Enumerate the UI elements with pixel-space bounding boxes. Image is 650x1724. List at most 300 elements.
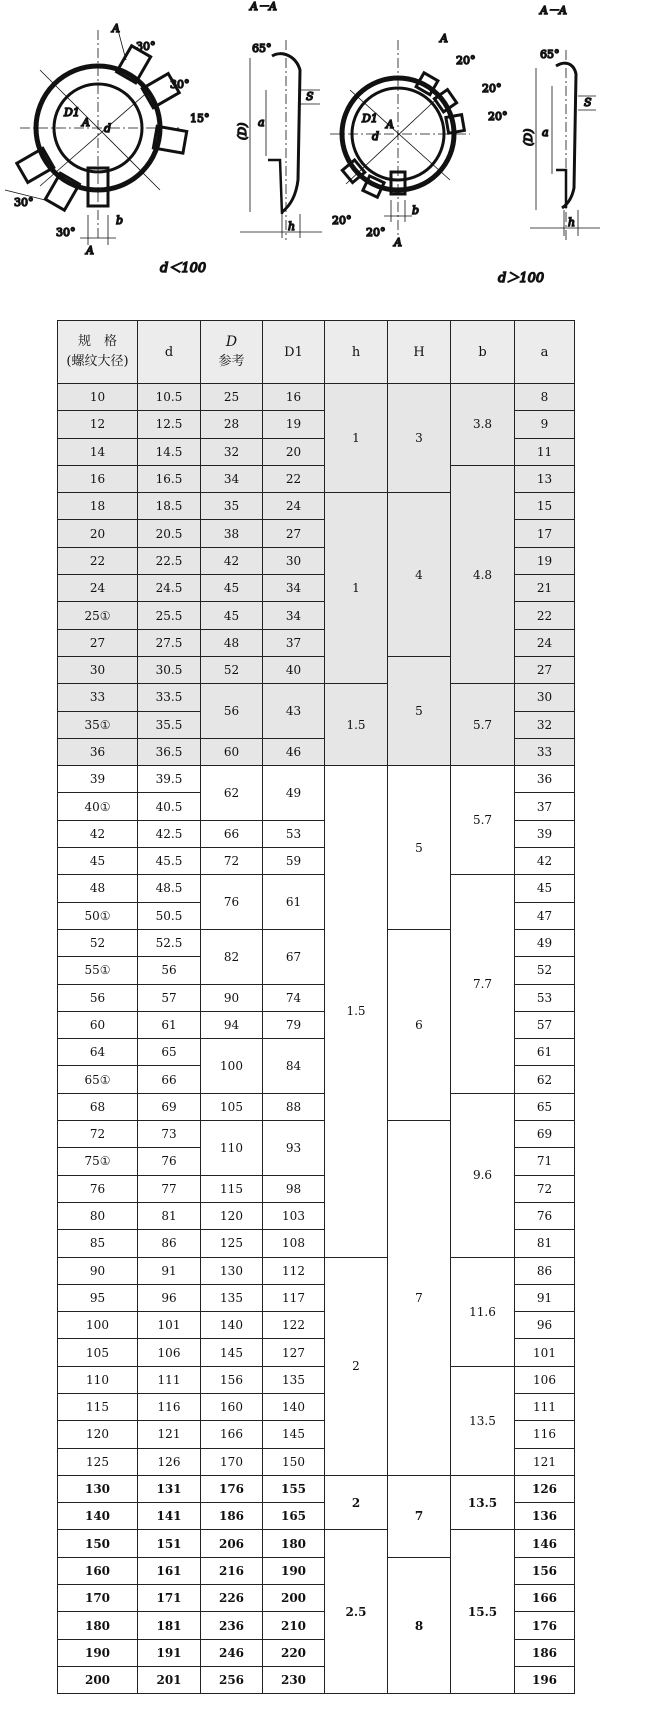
left-front-view xyxy=(5,30,187,245)
left-label-S: S xyxy=(306,90,314,103)
cell-d: 24.5 xyxy=(138,575,201,602)
cell-D: 170 xyxy=(201,1448,263,1475)
cell-spec: 27 xyxy=(58,629,138,656)
cell-H: 5 xyxy=(388,656,451,765)
cell-h: 1 xyxy=(325,493,388,684)
cell-a: 111 xyxy=(515,1393,575,1420)
right-angle-20b: 20° xyxy=(482,82,502,95)
cell-a: 121 xyxy=(515,1448,575,1475)
left-label-d: d xyxy=(104,122,112,135)
cell-d: 66 xyxy=(138,1066,201,1093)
cell-a: 45 xyxy=(515,875,575,902)
cell-D1: 230 xyxy=(263,1666,325,1693)
header-H: H xyxy=(388,321,451,384)
header-D1: D1 xyxy=(263,321,325,384)
table-row xyxy=(58,384,575,411)
right-caption: d＞100 xyxy=(498,271,545,286)
cell-D1: 34 xyxy=(263,602,325,629)
left-label-h: h xyxy=(288,220,296,233)
cell-spec: 18 xyxy=(58,493,138,520)
right-angle-20a: 20° xyxy=(456,54,476,67)
cell-d: 77 xyxy=(138,1175,201,1202)
cell-D1: 135 xyxy=(263,1366,325,1393)
cell-D1: 43 xyxy=(263,684,325,739)
cell-spec: 170 xyxy=(58,1585,138,1612)
cell-D1: 79 xyxy=(263,1011,325,1038)
cell-d: 101 xyxy=(138,1312,201,1339)
cell-d: 52.5 xyxy=(138,929,201,956)
cell-d: 45.5 xyxy=(138,848,201,875)
cell-D1: 220 xyxy=(263,1639,325,1666)
cell-a: 196 xyxy=(515,1666,575,1693)
cell-d: 33.5 xyxy=(138,684,201,711)
cell-D: 216 xyxy=(201,1557,263,1584)
cell-D1: 88 xyxy=(263,1093,325,1120)
cell-D: 226 xyxy=(201,1585,263,1612)
cell-a: 52 xyxy=(515,957,575,984)
cell-d: 65 xyxy=(138,1039,201,1066)
cell-a: 22 xyxy=(515,602,575,629)
cell-b: 4.8 xyxy=(451,465,515,683)
cell-a: 8 xyxy=(515,384,575,411)
table-row xyxy=(58,875,575,902)
cell-a: 32 xyxy=(515,711,575,738)
header-d: d xyxy=(138,321,201,384)
cell-b: 5.7 xyxy=(451,766,515,875)
cell-b: 9.6 xyxy=(451,1093,515,1257)
right-label-d: d xyxy=(372,130,380,143)
cell-D: 105 xyxy=(201,1093,263,1120)
cell-D: 156 xyxy=(201,1366,263,1393)
cell-H: 6 xyxy=(388,929,451,1120)
cell-D1: 59 xyxy=(263,848,325,875)
cell-H: 7 xyxy=(388,1475,451,1557)
cell-a: 126 xyxy=(515,1475,575,1502)
cell-D1: 165 xyxy=(263,1503,325,1530)
cell-a: 146 xyxy=(515,1530,575,1557)
cell-spec: 36 xyxy=(58,738,138,765)
table-body xyxy=(58,384,575,1694)
cell-spec: 39 xyxy=(58,766,138,793)
cell-d: 91 xyxy=(138,1257,201,1284)
cell-h: 2.5 xyxy=(325,1530,388,1694)
dimension-table xyxy=(57,320,575,1694)
cell-d: 27.5 xyxy=(138,629,201,656)
cell-D1: 19 xyxy=(263,411,325,438)
cell-D: 32 xyxy=(201,438,263,465)
table-row xyxy=(58,1366,575,1393)
cell-H: 5 xyxy=(388,766,451,930)
cell-D1: 37 xyxy=(263,629,325,656)
left-angle-30c: 30° xyxy=(14,196,34,209)
cell-a: 176 xyxy=(515,1612,575,1639)
header-spec-line1: 规 格 xyxy=(77,334,117,349)
cell-d: 57 xyxy=(138,984,201,1011)
cell-spec: 180 xyxy=(58,1612,138,1639)
cell-D: 48 xyxy=(201,629,263,656)
cell-spec: 100 xyxy=(58,1312,138,1339)
cell-D1: 40 xyxy=(263,656,325,683)
cell-h: 2 xyxy=(325,1475,388,1530)
cell-D: 38 xyxy=(201,520,263,547)
cell-d: 141 xyxy=(138,1503,201,1530)
cell-a: 166 xyxy=(515,1585,575,1612)
cell-D: 186 xyxy=(201,1503,263,1530)
cell-spec: 22 xyxy=(58,547,138,574)
cell-D: 236 xyxy=(201,1612,263,1639)
cell-d: 30.5 xyxy=(138,656,201,683)
cell-spec: 20 xyxy=(58,520,138,547)
left-label-a: a xyxy=(258,116,265,129)
cell-D1: 74 xyxy=(263,984,325,1011)
cell-D1: 46 xyxy=(263,738,325,765)
cell-D1: 210 xyxy=(263,1612,325,1639)
cell-d: 126 xyxy=(138,1448,201,1475)
cell-b: 5.7 xyxy=(451,684,515,766)
cell-spec: 48 xyxy=(58,875,138,902)
cell-H: 7 xyxy=(388,1121,451,1476)
cell-spec: 90 xyxy=(58,1257,138,1284)
cell-spec: 16 xyxy=(58,465,138,492)
table-row xyxy=(58,1257,575,1284)
cell-D1: 122 xyxy=(263,1312,325,1339)
cell-d: 18.5 xyxy=(138,493,201,520)
right-label-a: a xyxy=(542,126,549,139)
cell-D: 76 xyxy=(201,875,263,930)
cell-spec: 56 xyxy=(58,984,138,1011)
left-angle-30a: 30° xyxy=(136,40,156,53)
cell-D1: 49 xyxy=(263,766,325,821)
cell-D1: 112 xyxy=(263,1257,325,1284)
cell-spec: 130 xyxy=(58,1475,138,1502)
cell-D1: 127 xyxy=(263,1339,325,1366)
cell-spec: 30 xyxy=(58,656,138,683)
table-row xyxy=(58,1093,575,1120)
cell-b: 15.5 xyxy=(451,1530,515,1694)
right-section-label: A－A xyxy=(540,4,567,17)
cell-a: 106 xyxy=(515,1366,575,1393)
cell-spec: 14 xyxy=(58,438,138,465)
cell-d: 201 xyxy=(138,1666,201,1693)
cell-spec: 55① xyxy=(58,957,138,984)
cell-a: 65 xyxy=(515,1093,575,1120)
cell-a: 15 xyxy=(515,493,575,520)
table-row xyxy=(58,465,575,492)
cell-a: 81 xyxy=(515,1230,575,1257)
cell-D: 42 xyxy=(201,547,263,574)
cell-spec: 64 xyxy=(58,1039,138,1066)
cell-a: 17 xyxy=(515,520,575,547)
left-label-A-mid: A xyxy=(82,116,90,129)
cell-d: 61 xyxy=(138,1011,201,1038)
cell-a: 19 xyxy=(515,547,575,574)
cell-a: 11 xyxy=(515,438,575,465)
cell-D1: 22 xyxy=(263,465,325,492)
cell-D1: 145 xyxy=(263,1421,325,1448)
left-label-D: (D) xyxy=(236,122,249,140)
cell-a: 13 xyxy=(515,465,575,492)
cell-d: 96 xyxy=(138,1284,201,1311)
table-row xyxy=(58,766,575,793)
right-label-D1: D1 xyxy=(362,112,378,125)
cell-D: 28 xyxy=(201,411,263,438)
cell-d: 111 xyxy=(138,1366,201,1393)
cell-a: 27 xyxy=(515,656,575,683)
cell-a: 24 xyxy=(515,629,575,656)
cell-b: 3.8 xyxy=(451,384,515,466)
cell-h: 1.5 xyxy=(325,684,388,766)
header-D-line1: D xyxy=(225,334,238,350)
cell-a: 101 xyxy=(515,1339,575,1366)
cell-d: 76 xyxy=(138,1148,201,1175)
cell-D1: 103 xyxy=(263,1202,325,1229)
right-label-A-top: A xyxy=(440,32,448,45)
cell-spec: 24 xyxy=(58,575,138,602)
cell-spec: 190 xyxy=(58,1639,138,1666)
cell-spec: 50① xyxy=(58,902,138,929)
cell-a: 37 xyxy=(515,793,575,820)
right-label-A-bottom: A xyxy=(394,236,402,249)
left-label-D1: D1 xyxy=(64,106,80,119)
cell-D1: 53 xyxy=(263,820,325,847)
dimension-table-wrap xyxy=(57,320,575,1694)
cell-spec: 40① xyxy=(58,793,138,820)
cell-d: 171 xyxy=(138,1585,201,1612)
cell-D: 176 xyxy=(201,1475,263,1502)
cell-D: 100 xyxy=(201,1039,263,1094)
cell-spec: 110 xyxy=(58,1366,138,1393)
cell-D1: 98 xyxy=(263,1175,325,1202)
cell-d: 181 xyxy=(138,1612,201,1639)
cell-D1: 108 xyxy=(263,1230,325,1257)
cell-D: 246 xyxy=(201,1639,263,1666)
cell-h: 1.5 xyxy=(325,766,388,1257)
cell-D1: 155 xyxy=(263,1475,325,1502)
left-angle-65: 65° xyxy=(252,42,272,55)
cell-a: 186 xyxy=(515,1639,575,1666)
table-header-row xyxy=(58,321,575,384)
cell-spec: 160 xyxy=(58,1557,138,1584)
left-section-label: A－A xyxy=(250,0,277,13)
cell-D: 206 xyxy=(201,1530,263,1557)
cell-a: 91 xyxy=(515,1284,575,1311)
cell-a: 116 xyxy=(515,1421,575,1448)
right-label-b: b xyxy=(412,204,420,217)
cell-d: 36.5 xyxy=(138,738,201,765)
cell-d: 50.5 xyxy=(138,902,201,929)
cell-D: 52 xyxy=(201,656,263,683)
cell-H: 8 xyxy=(388,1557,451,1693)
cell-a: 9 xyxy=(515,411,575,438)
left-angle-30d: 30° xyxy=(56,226,76,239)
cell-a: 76 xyxy=(515,1202,575,1229)
cell-d: 39.5 xyxy=(138,766,201,793)
cell-d: 116 xyxy=(138,1393,201,1420)
cell-a: 86 xyxy=(515,1257,575,1284)
cell-H: 3 xyxy=(388,384,451,493)
cell-D: 120 xyxy=(201,1202,263,1229)
cell-a: 57 xyxy=(515,1011,575,1038)
cell-a: 42 xyxy=(515,848,575,875)
cell-d: 48.5 xyxy=(138,875,201,902)
left-angle-30b: 30° xyxy=(170,78,190,91)
table-row xyxy=(58,1475,575,1502)
cell-d: 151 xyxy=(138,1530,201,1557)
cell-D1: 16 xyxy=(263,384,325,411)
cell-D: 45 xyxy=(201,575,263,602)
cell-d: 35.5 xyxy=(138,711,201,738)
right-label-S: S xyxy=(584,96,592,109)
cell-D1: 27 xyxy=(263,520,325,547)
cell-a: 156 xyxy=(515,1557,575,1584)
cell-D: 60 xyxy=(201,738,263,765)
cell-spec: 95 xyxy=(58,1284,138,1311)
cell-a: 69 xyxy=(515,1121,575,1148)
cell-b: 13.5 xyxy=(451,1366,515,1475)
cell-D1: 84 xyxy=(263,1039,325,1094)
cell-spec: 45 xyxy=(58,848,138,875)
cell-a: 96 xyxy=(515,1312,575,1339)
cell-spec: 12 xyxy=(58,411,138,438)
cell-D: 145 xyxy=(201,1339,263,1366)
cell-d: 14.5 xyxy=(138,438,201,465)
cell-D: 125 xyxy=(201,1230,263,1257)
cell-d: 16.5 xyxy=(138,465,201,492)
right-angle-20c: 20° xyxy=(488,110,508,123)
table-row xyxy=(58,684,575,711)
cell-d: 73 xyxy=(138,1121,201,1148)
cell-D1: 61 xyxy=(263,875,325,930)
header-D xyxy=(201,321,263,384)
cell-a: 36 xyxy=(515,766,575,793)
cell-D: 25 xyxy=(201,384,263,411)
cell-d: 25.5 xyxy=(138,602,201,629)
cell-D: 140 xyxy=(201,1312,263,1339)
cell-spec: 68 xyxy=(58,1093,138,1120)
left-section-view xyxy=(240,40,322,240)
cell-spec: 42 xyxy=(58,820,138,847)
cell-D1: 24 xyxy=(263,493,325,520)
cell-d: 56 xyxy=(138,957,201,984)
cell-a: 61 xyxy=(515,1039,575,1066)
header-h: h xyxy=(325,321,388,384)
cell-spec: 105 xyxy=(58,1339,138,1366)
cell-h: 2 xyxy=(325,1257,388,1475)
right-angle-65: 65° xyxy=(540,48,560,61)
cell-D1: 67 xyxy=(263,929,325,984)
cell-a: 21 xyxy=(515,575,575,602)
left-angle-15: 15° xyxy=(190,112,210,125)
cell-spec: 140 xyxy=(58,1503,138,1530)
cell-D: 130 xyxy=(201,1257,263,1284)
cell-spec: 60 xyxy=(58,1011,138,1038)
cell-d: 12.5 xyxy=(138,411,201,438)
right-section-view xyxy=(530,50,600,240)
cell-d: 20.5 xyxy=(138,520,201,547)
cell-D1: 30 xyxy=(263,547,325,574)
cell-b: 11.6 xyxy=(451,1257,515,1366)
right-angle-20d: 20° xyxy=(332,214,352,227)
header-a: a xyxy=(515,321,575,384)
cell-a: 72 xyxy=(515,1175,575,1202)
cell-spec: 125 xyxy=(58,1448,138,1475)
cell-D1: 150 xyxy=(263,1448,325,1475)
cell-D: 160 xyxy=(201,1393,263,1420)
cell-D: 62 xyxy=(201,766,263,821)
cell-d: 69 xyxy=(138,1093,201,1120)
right-label-D: (D) xyxy=(522,128,535,146)
cell-spec: 115 xyxy=(58,1393,138,1420)
cell-D1: 180 xyxy=(263,1530,325,1557)
cell-D: 90 xyxy=(201,984,263,1011)
cell-D: 82 xyxy=(201,929,263,984)
cell-D: 56 xyxy=(201,684,263,739)
cell-D: 166 xyxy=(201,1421,263,1448)
cell-a: 33 xyxy=(515,738,575,765)
cell-a: 49 xyxy=(515,929,575,956)
cell-d: 121 xyxy=(138,1421,201,1448)
cell-D1: 140 xyxy=(263,1393,325,1420)
left-label-b: b xyxy=(116,214,124,227)
cell-spec: 65① xyxy=(58,1066,138,1093)
cell-d: 191 xyxy=(138,1639,201,1666)
cell-d: 10.5 xyxy=(138,384,201,411)
cell-D: 72 xyxy=(201,848,263,875)
cell-a: 62 xyxy=(515,1066,575,1093)
header-spec xyxy=(58,321,138,384)
cell-spec: 25① xyxy=(58,602,138,629)
cell-d: 40.5 xyxy=(138,793,201,820)
cell-D: 94 xyxy=(201,1011,263,1038)
cell-spec: 35① xyxy=(58,711,138,738)
right-angle-20e: 20° xyxy=(366,226,386,239)
header-spec-line2: (螺纹大径) xyxy=(66,354,129,369)
cell-a: 53 xyxy=(515,984,575,1011)
right-front-view xyxy=(330,40,470,240)
cell-D: 35 xyxy=(201,493,263,520)
cell-d: 86 xyxy=(138,1230,201,1257)
left-label-A-top: A xyxy=(112,22,120,35)
cell-D: 34 xyxy=(201,465,263,492)
cell-spec: 33 xyxy=(58,684,138,711)
right-label-h: h xyxy=(568,216,576,229)
cell-a: 136 xyxy=(515,1503,575,1530)
cell-a: 71 xyxy=(515,1148,575,1175)
cell-d: 22.5 xyxy=(138,547,201,574)
cell-h: 1 xyxy=(325,384,388,493)
cell-D: 256 xyxy=(201,1666,263,1693)
cell-D1: 93 xyxy=(263,1121,325,1176)
cell-spec: 80 xyxy=(58,1202,138,1229)
left-caption: d＜100 xyxy=(160,261,207,276)
cell-spec: 10 xyxy=(58,384,138,411)
cell-spec: 200 xyxy=(58,1666,138,1693)
right-label-A-mid: A xyxy=(386,118,394,131)
washer-drawing xyxy=(0,0,650,300)
cell-D: 45 xyxy=(201,602,263,629)
cell-spec: 52 xyxy=(58,929,138,956)
cell-spec: 85 xyxy=(58,1230,138,1257)
cell-d: 131 xyxy=(138,1475,201,1502)
cell-spec: 150 xyxy=(58,1530,138,1557)
cell-d: 161 xyxy=(138,1557,201,1584)
cell-d: 42.5 xyxy=(138,820,201,847)
cell-D: 115 xyxy=(201,1175,263,1202)
cell-a: 30 xyxy=(515,684,575,711)
table-row xyxy=(58,1530,575,1557)
cell-b: 13.5 xyxy=(451,1475,515,1530)
cell-H: 4 xyxy=(388,493,451,657)
